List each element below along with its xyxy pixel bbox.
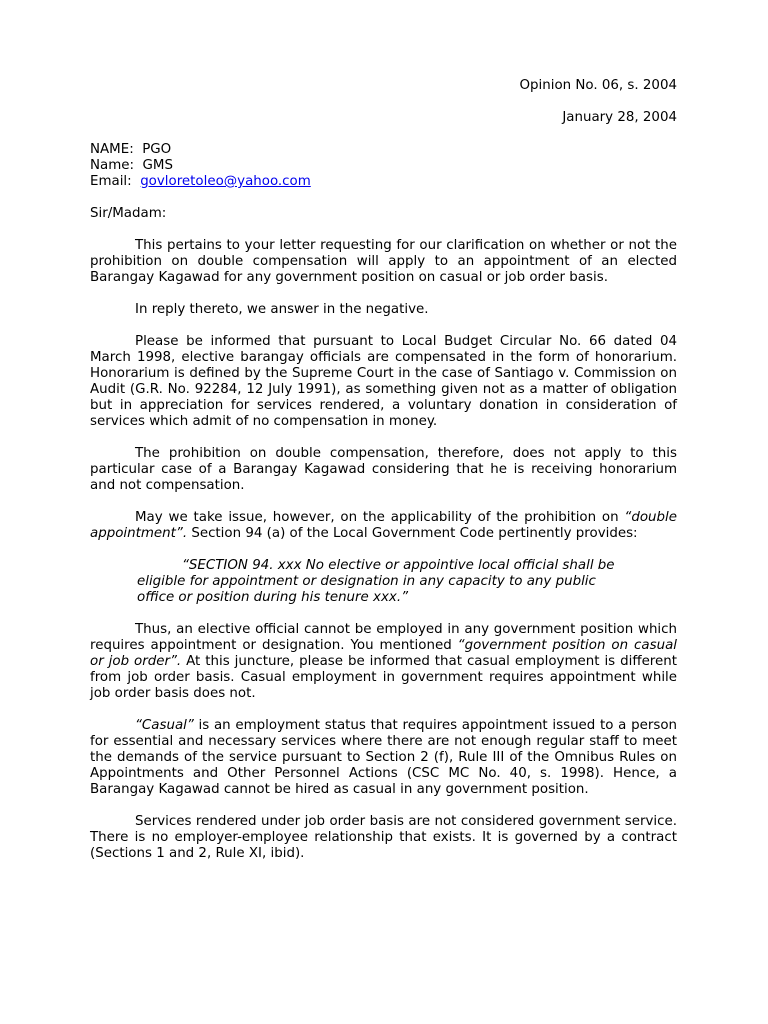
salutation: Sir/Madam:: [90, 206, 167, 221]
paragraph-4: The prohibition on double compensation, therefore, does not apply to this particular case of a Barangay Kagawad considering that he is receiving honorarium and not compensation.: [90, 446, 677, 493]
paragraph-7: [90, 718, 677, 798]
paragraph-7-emphasis: “Casual”: [135, 718, 194, 733]
recipient-block: [90, 142, 677, 190]
name-label-2: Name:: [90, 158, 135, 173]
name-value-2: GMS: [142, 158, 173, 173]
email-label: Email:: [90, 174, 132, 189]
letter-date: January 28, 2004: [562, 110, 677, 125]
paragraph-1: This pertains to your letter requesting for our clarification on whether or not the prohibition on double compensation will apply to an appointment of an elected Barangay Kagawad for any government position on casual or job order basis.: [90, 238, 677, 285]
section-94-quote: “SECTION 94. xxx No elective or appointive local official shall be eligible for appointment or designation in any capacity to any public office or position during his tenure xxx.”: [137, 558, 615, 605]
recipient-name-line-2: [90, 158, 677, 174]
email-link[interactable]: govloretoleo@yahoo.com: [140, 174, 311, 189]
paragraph-3: Please be informed that pursuant to Local Budget Circular No. 66 dated 04 March 1998, elective barangay officials are compensated in the form of honorarium. Honorarium is defined by the Supreme Court in the case of Santiago v. Commission on Audit (G.R. No. 92284, 12 July 1991), as something given not as a matter of obligation but in appreciation for services rendered, a voluntary donation in consideration of services which admit of no compensation in money.: [90, 334, 677, 429]
recipient-name-line-1: [90, 142, 677, 158]
paragraph-2: In reply thereto, we answer in the negative.: [135, 302, 429, 317]
opinion-number: Opinion No. 06, s. 2004: [519, 78, 677, 93]
paragraph-6-emphasis: “government position on casual or job order”.: [90, 638, 677, 669]
paragraph-6-text-a: Thus, an elective official cannot be employed in any government position which requires appointment or designation. You mentioned: [90, 622, 677, 653]
paragraph-6: [90, 622, 677, 702]
name-label-1: NAME:: [90, 142, 134, 157]
recipient-email-line: [90, 174, 677, 190]
letter-page: [90, 78, 677, 862]
paragraph-5-text-a: May we take issue, however, on the applicability of the prohibition on: [135, 510, 625, 525]
paragraph-5-text-b: Section 94 (a) of the Local Government Code pertinently provides:: [187, 526, 638, 541]
paragraph-5: [90, 510, 677, 542]
paragraph-8: Services rendered under job order basis are not considered government service. There is no employer-employee relationship that exists. It is governed by a contract (Sections 1 and 2, Rule XI, ibid).: [90, 814, 677, 861]
paragraph-5-emphasis: “double appointment”.: [90, 510, 677, 541]
paragraph-6-text-b: At this juncture, please be informed that casual employment is different from job order basis. Casual employment in government requires appointment while job order basis does not.: [90, 654, 677, 701]
paragraph-7-text: is an employment status that requires appointment issued to a person for essential and necessary services where there are not enough regular staff to meet the demands of the service pursuant to Section 2 (f), Rule III of the Omnibus Rules on Appointments and Other Personnel Actions (CSC MC No. 40, s. 1998). Hence, a Barangay Kagawad cannot be hired as casual in any government position.: [90, 718, 677, 797]
name-value-1: PGO: [142, 142, 172, 157]
